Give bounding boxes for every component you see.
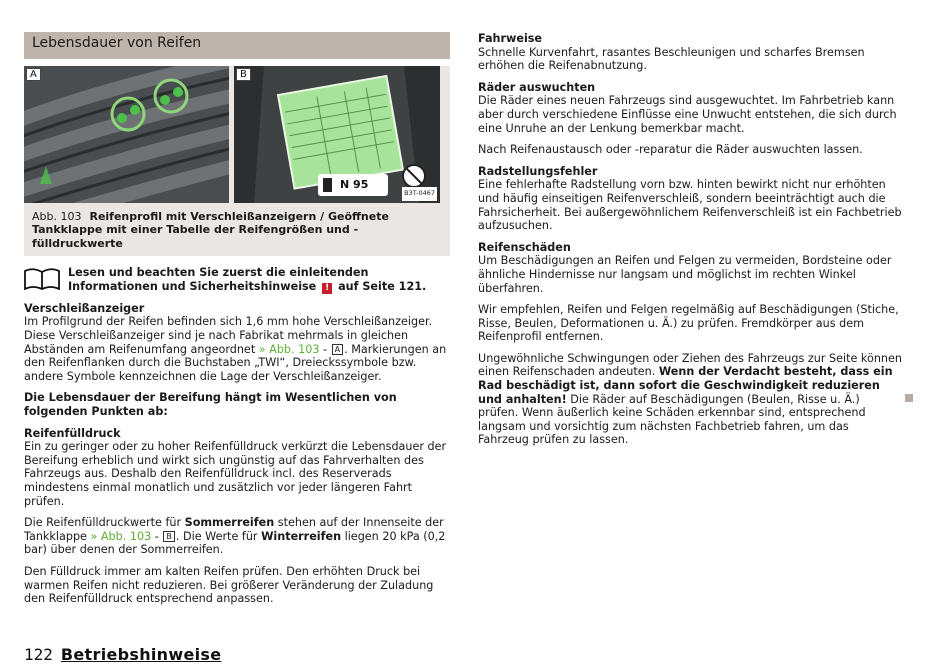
figure-link-2[interactable]: » Abb. 103: [90, 529, 152, 543]
paragraph-schaeden-2: Wir empfehlen, Reifen und Felgen regelmäßig auf Beschädigungen (Stiche, Risse, Beulen, Deformationen u. Ä.) zu prüfen. Fremdkörper aus dem Reifenprofil entfernen.: [478, 303, 899, 344]
heading-fahrweise: Fahrweise: [478, 32, 543, 45]
warning-icon: !: [322, 283, 332, 294]
text-sommerreifen: Sommerreifen: [184, 516, 275, 530]
section-title: Lebensdauer von Reifen: [24, 32, 450, 59]
note-text: [68, 266, 450, 294]
text-druck-2f: liegen 20 kPa (0,2 bar) über denen der Sommerreifen.: [24, 529, 446, 557]
tire-tread-illustration: [24, 66, 229, 203]
text-schaeden-3b: Wenn der Verdacht besteht, dass ein Rad beschädigt ist, dann sofort die Geschwindigkeit reduzieren und anhalten!: [478, 365, 893, 406]
figure-label-a: A: [26, 68, 41, 81]
paragraph-schaeden-3: [478, 352, 903, 447]
text-schaeden-3c: Die Räder auf Beschädigungen (Beulen, Risse u. Ä.) prüfen. Wenn äußerlich keine Schäden erkennbar sind, entsprechend langsam und vorsichtig zum nächsten Fachbetrieb fahren, um das Fahrzeug prüfen zu lassen.: [478, 392, 866, 447]
paragraph-druck-3: Den Fülldruck immer am kalten Reifen prüfen. Den erhöhten Druck bei warmen Reifen nicht reduzieren. Bei größerer Veränderung der Zuladung den Reifenfülldruck entsprechend anpassen.: [24, 564, 434, 606]
text-druck-2a: Die Reifenfülldruckwerte für: [24, 516, 182, 530]
ref-box-b: B: [163, 531, 175, 542]
druck-section: [24, 427, 450, 606]
paragraph-wuchten-1: Die Räder eines neuen Fahrzeugs sind ausgewuchtet. Im Fahrbetrieb kann aber durch verschiedene Einflüsse eine Unwucht entstehen, die sich durch eine Unruhe an der Lenkung bemerkbar macht.: [478, 94, 897, 135]
fuel-flap-illustration: [234, 66, 440, 203]
sticker-text: N 95: [340, 178, 369, 191]
text-druck-2c: stehen auf der Innenseite der Tankklappe: [24, 516, 444, 543]
ref-box-a: A: [332, 344, 343, 355]
heading-wuchten: Räder auswuchten: [478, 80, 596, 94]
paragraph-druck-2: [24, 516, 450, 557]
paragraph-wuchten-2: Nach Reifenaustausch oder -reparatur die Räder auswuchten lassen.: [478, 143, 863, 157]
figure-code: B3T-0467: [402, 187, 437, 201]
bold-intro: Die Lebensdauer der Bereifung hängt im Wesentlichen von folgenden Punkten ab:: [24, 391, 397, 418]
chapter-title: Betriebshinweise: [60, 645, 222, 664]
paragraph-schaeden-1: Um Beschädigungen an Reifen und Felgen zu vermeiden, Bordsteine oder ähnliche Hindernisse nur langsam und möglichst im rechten Winkel überfahren.: [478, 254, 892, 295]
text-schaeden-3a: Ungewöhnliche Schwingungen oder Ziehen des Fahrzeugs zur Seite können einen Reifenschaden andeuten.: [478, 351, 902, 379]
note-text-before: Lesen und beachten Sie zuerst die einleitenden Informationen und Sicherheitshinweise: [68, 266, 369, 293]
ref-separator-2: -: [151, 529, 163, 543]
note-box: [24, 266, 450, 294]
caption-title: Reifenprofil mit Verschleißanzeigern / Geöffnete Tankklappe mit einer Tabelle der Reifengrößen und -fülldruckwerte: [32, 210, 389, 250]
heading-schaeden: Reifenschäden: [478, 240, 571, 254]
ref-separator: -: [319, 342, 331, 356]
heading-druck: Reifenfülldruck: [24, 426, 121, 440]
paragraph-radstellung: Eine fehlerhafte Radstellung vorn bzw. hinten bewirkt nicht nur erhöhten und häufig einseitigen Reifenverschleiß, sondern beeinträchtigt auch die Fahrsicherheit. Bei außergewöhnlichem Reifenverschleiß ist ein Fachbetrieb aufzusuchen.: [478, 178, 902, 233]
book-icon: [24, 268, 60, 290]
heading-radstellung: Radstellungsfehler: [478, 164, 598, 178]
figure-panel-b: [234, 66, 440, 203]
left-column: [24, 32, 450, 606]
page-number: 122: [24, 645, 53, 664]
verschleiss-section: [24, 302, 450, 384]
figure-link[interactable]: » Abb. 103: [258, 342, 320, 356]
text-druck-2d: . Die Werte für: [175, 529, 258, 543]
figure-103: [24, 66, 450, 203]
paragraph-verschleiss: [24, 315, 450, 383]
figure-panel-a: [24, 66, 229, 203]
text-verschleiss-2: . Markierungen an den Reifenflanken durch die Buchstaben „TWI“, Dreieckssymbole bzw. andere Symbole kennzeichnen die Lage der Verschleißanzeiger.: [24, 342, 447, 383]
figure-caption: [24, 203, 450, 256]
heading-verschleiss: Verschleißanzeiger: [24, 301, 145, 315]
page-footer: [24, 645, 221, 664]
figure-label-b: B: [236, 68, 251, 81]
text-winterreifen: Winterreifen: [261, 529, 342, 543]
paragraph-fahrweise: Schnelle Kurvenfahrt, rasantes Beschleunigen und scharfes Bremsen erhöhen die Reifenabnutzung.: [478, 45, 865, 73]
paragraph-druck-1: Ein zu geringer oder zu hoher Reifenfülldruck verkürzt die Lebensdauer der Bereifung erheblich und wirkt sich ungünstig auf das Fahrverhalten des Fahrzeugs aus. Deshalb den Reifenfülldruck incl. des Reserverads mindestens einmal monatlich und zusätzlich vor jeder längeren Fahrt prüfen.: [24, 440, 447, 508]
note-text-after[interactable]: auf Seite 121.: [338, 279, 427, 293]
caption-number: Abb. 103: [32, 210, 82, 223]
right-column: [478, 32, 903, 447]
section-end-marker: [905, 394, 913, 402]
text-verschleiss-1: Im Profilgrund der Reifen befinden sich 1,6 mm hohe Verschleißanzeiger. Diese Verschleißanzeiger sind je nach Fabrikat mehrmals in gleichen Abständen am Reifenumfang angeordnet: [24, 315, 433, 356]
